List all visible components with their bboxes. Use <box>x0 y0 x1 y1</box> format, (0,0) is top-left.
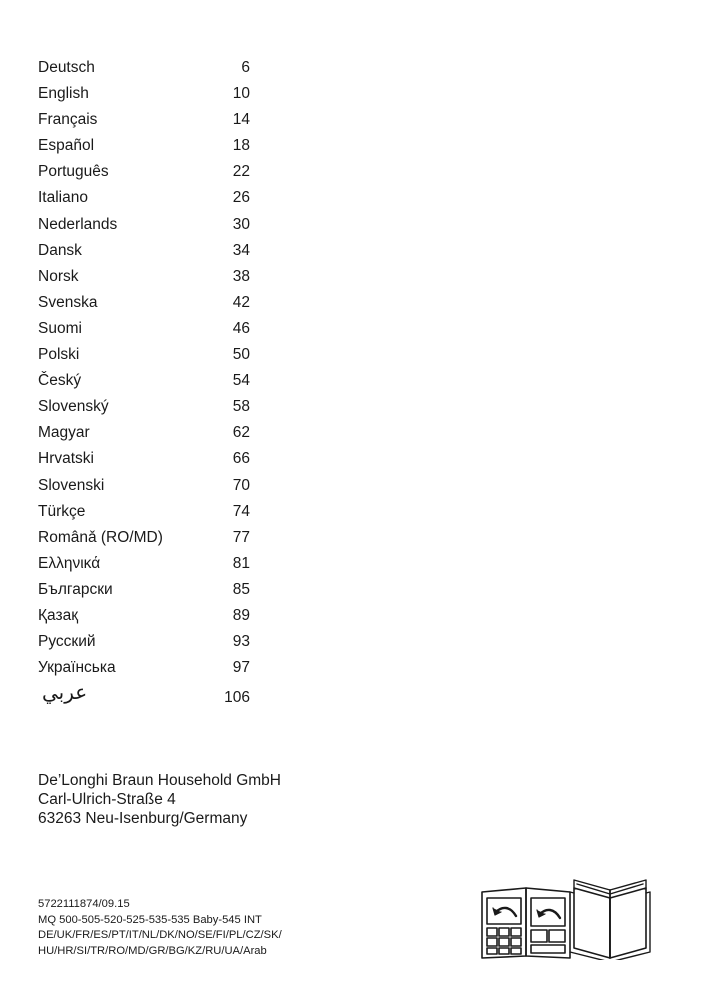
fold-out-booklet-icon <box>478 876 662 960</box>
language-name: Français <box>38 111 98 129</box>
language-row[interactable] <box>38 553 252 579</box>
page-number: 81 <box>232 554 250 572</box>
language-row[interactable] <box>38 631 252 657</box>
language-row[interactable] <box>38 448 252 474</box>
document-codes <box>38 897 282 959</box>
language-name: Ελληνικά <box>38 554 101 572</box>
model-numbers: MQ 500-505-520-525-535-535 Baby-545 INT <box>38 913 262 926</box>
language-row[interactable] <box>38 344 252 370</box>
language-name: Български <box>38 580 113 598</box>
language-name: English <box>38 85 89 103</box>
page-number: 89 <box>232 606 250 624</box>
page-number: 6 <box>241 59 250 76</box>
page-number: 34 <box>232 241 250 259</box>
country-codes-line-1: DE/UK/FR/ES/PT/IT/NL/DK/NO/SE/FI/PL/CZ/SK/ <box>38 929 282 941</box>
language-row[interactable] <box>38 396 252 422</box>
language-row[interactable] <box>38 605 252 631</box>
language-name: Русский <box>38 633 96 651</box>
page-number: 38 <box>232 267 250 285</box>
page-number: 14 <box>232 111 250 129</box>
language-row[interactable] <box>38 527 252 553</box>
language-name: Қазақ <box>38 606 78 624</box>
language-name: Türkçe <box>38 502 86 520</box>
language-row[interactable] <box>38 187 252 213</box>
language-name: Deutsch <box>38 59 95 76</box>
page-number: 22 <box>232 163 250 181</box>
page-number: 66 <box>232 450 250 468</box>
page-number: 42 <box>232 293 250 311</box>
company-address <box>38 771 281 828</box>
language-row[interactable] <box>38 240 252 266</box>
page-number: 77 <box>232 528 250 546</box>
language-name: Magyar <box>38 424 90 442</box>
language-name: Português <box>38 163 109 181</box>
document-number: 5722111874/09.15 <box>38 898 130 910</box>
language-row[interactable] <box>38 318 252 344</box>
language-name: Italiano <box>38 189 88 207</box>
language-name: Suomi <box>38 319 82 337</box>
language-name: Slovenský <box>38 398 109 416</box>
language-name: Nederlands <box>38 215 118 233</box>
language-row[interactable] <box>38 161 252 187</box>
language-row[interactable] <box>38 83 252 109</box>
page-number: 26 <box>232 189 250 207</box>
language-name: Český <box>38 372 82 390</box>
language-name: Hrvatski <box>38 450 94 468</box>
country-codes-line-2: HU/HR/SI/TR/RO/MD/GR/BG/KZ/RU/UA/Arab <box>38 944 267 957</box>
page-number: 93 <box>232 633 250 651</box>
language-name: Svenska <box>38 293 98 311</box>
language-name: Norsk <box>38 267 79 285</box>
page-number: 46 <box>232 319 250 337</box>
language-name: Polski <box>38 346 80 364</box>
language-row[interactable] <box>38 370 252 396</box>
language-name: Українська <box>38 659 116 677</box>
language-row[interactable] <box>38 266 252 292</box>
page-number: 54 <box>232 372 250 390</box>
language-row[interactable] <box>38 57 252 83</box>
language-name: Español <box>38 137 95 155</box>
page-number: 74 <box>232 502 250 520</box>
page-number: 50 <box>232 346 250 364</box>
company-name: De’Longhi Braun Household GmbH <box>38 772 281 789</box>
language-row[interactable] <box>38 501 252 527</box>
company-street: Carl-Ulrich-Straße 4 <box>38 791 176 808</box>
language-row[interactable] <box>38 422 252 448</box>
page-number: 85 <box>232 580 250 598</box>
language-name: Românǎ (RO/MD) <box>38 528 163 546</box>
page-number: 70 <box>232 476 250 494</box>
page-number: 97 <box>232 659 250 677</box>
language-name: عربي <box>42 680 88 705</box>
language-row[interactable] <box>38 135 252 161</box>
page-number: 30 <box>232 215 250 233</box>
page-number: 58 <box>232 398 250 416</box>
language-index <box>38 57 252 709</box>
language-row[interactable] <box>38 292 252 318</box>
language-row[interactable] <box>38 109 252 135</box>
page-number: 10 <box>232 85 250 103</box>
page-number: 106 <box>224 689 250 707</box>
page-number: 18 <box>232 137 250 155</box>
language-row[interactable] <box>38 579 252 605</box>
language-row[interactable] <box>38 475 252 501</box>
language-row[interactable] <box>38 214 252 240</box>
company-city: 63263 Neu-Isenburg/Germany <box>38 810 248 827</box>
page-number: 62 <box>232 424 250 442</box>
language-name: Dansk <box>38 241 82 259</box>
language-name: Slovenski <box>38 476 105 494</box>
language-row[interactable] <box>38 680 252 709</box>
